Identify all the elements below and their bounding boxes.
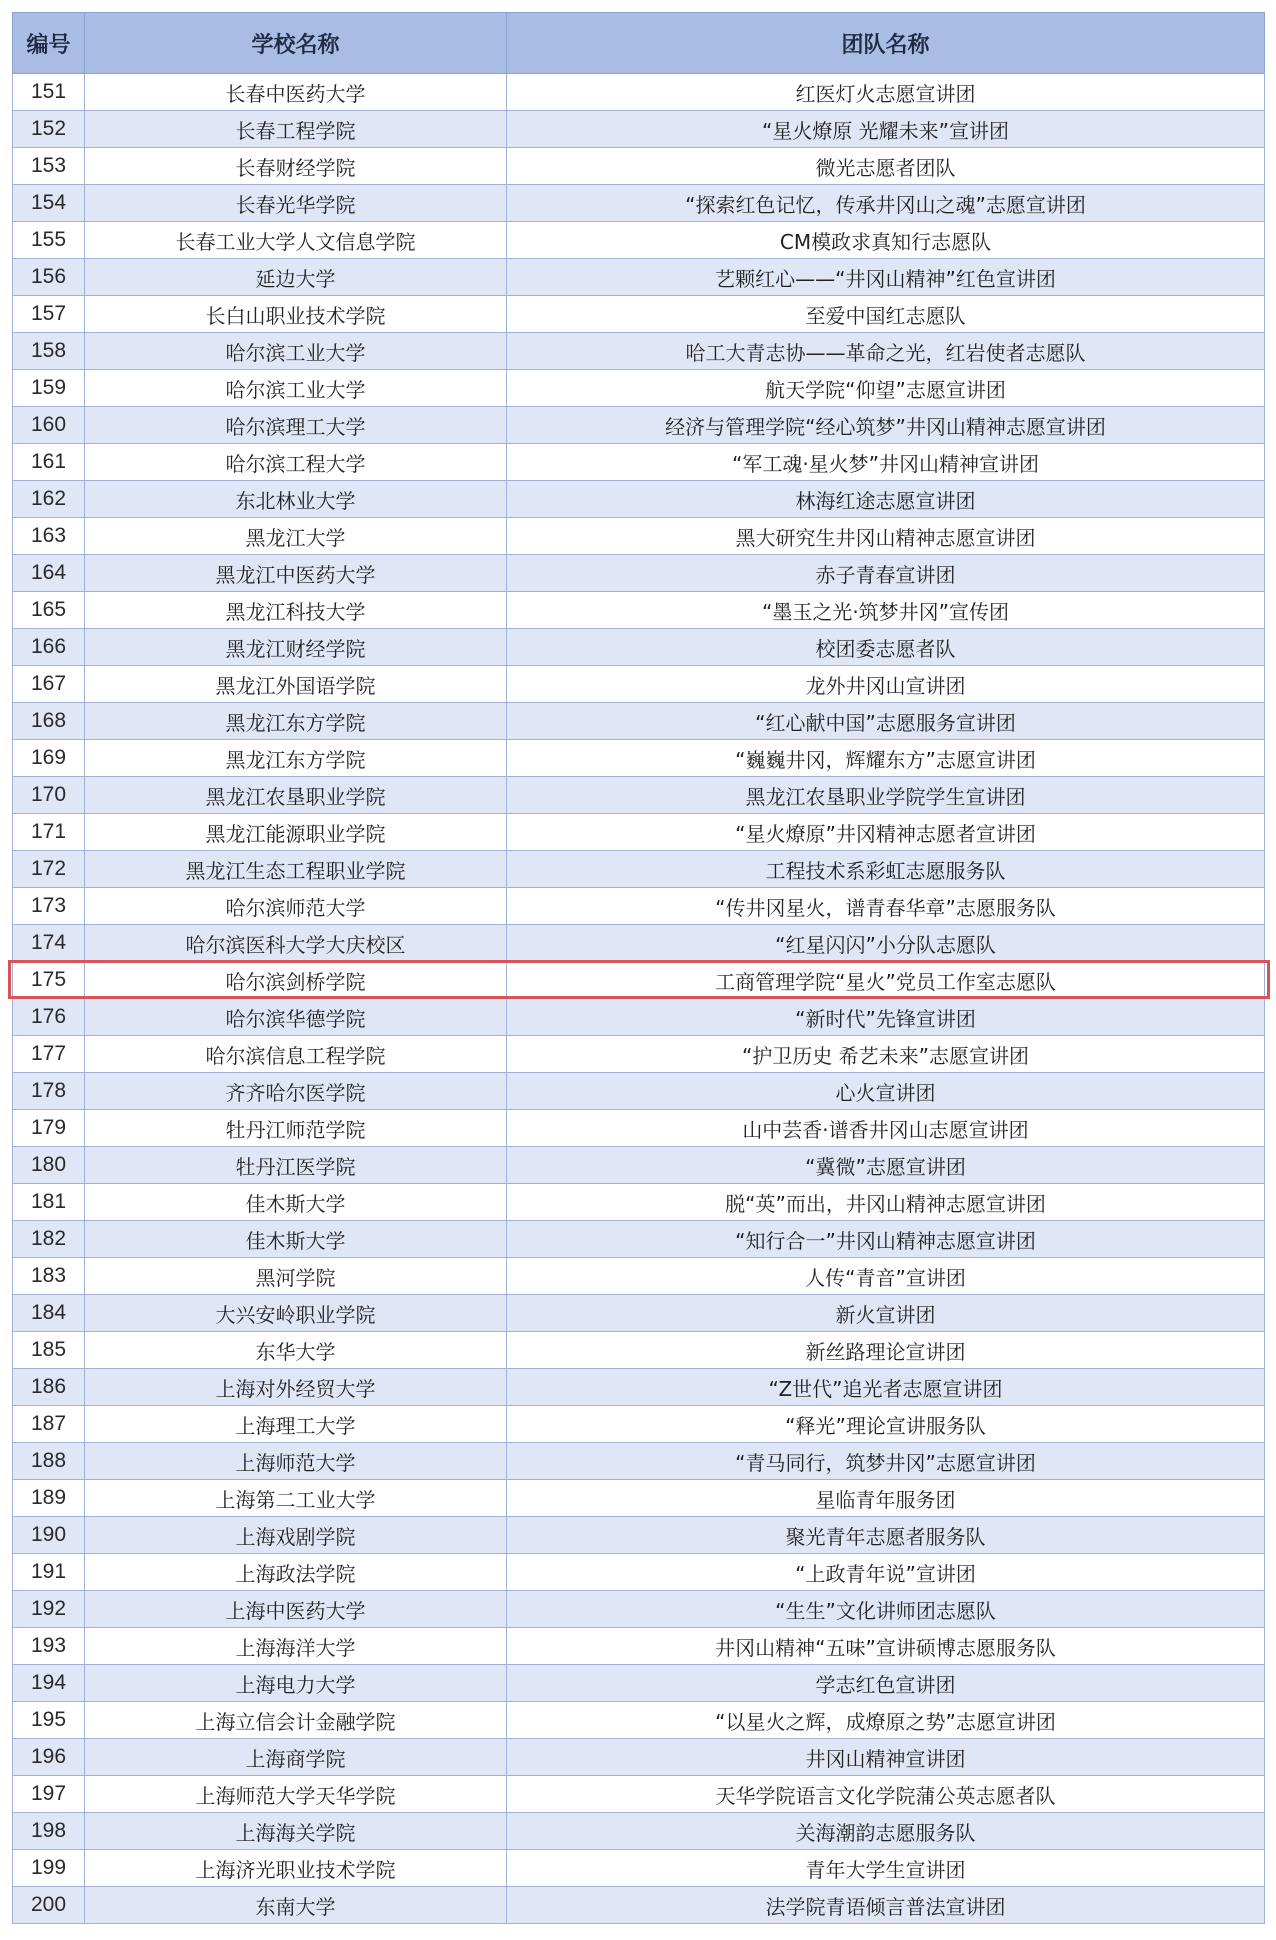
cell-school-name: 哈尔滨工业大学 xyxy=(85,333,507,370)
cell-school-name: 哈尔滨华德学院 xyxy=(85,999,507,1036)
cell-team-name: 经济与管理学院“经心筑梦”井冈山精神志愿宣讲团 xyxy=(507,407,1265,444)
table-row xyxy=(13,444,1265,481)
table-row xyxy=(13,148,1265,185)
cell-team-name: “释光”理论宣讲服务队 xyxy=(507,1406,1265,1443)
table-row xyxy=(13,1739,1265,1776)
cell-number: 186 xyxy=(13,1369,85,1406)
cell-school-name: 哈尔滨剑桥学院 xyxy=(85,962,507,999)
cell-number: 189 xyxy=(13,1480,85,1517)
cell-team-name: 天华学院语言文化学院蒲公英志愿者队 xyxy=(507,1776,1265,1813)
table-row xyxy=(13,1406,1265,1443)
table-row xyxy=(13,1184,1265,1221)
cell-school-name: 黑龙江能源职业学院 xyxy=(85,814,507,851)
cell-number: 170 xyxy=(13,777,85,814)
cell-school-name: 黑龙江东方学院 xyxy=(85,703,507,740)
cell-team-name: “青马同行，筑梦井冈”志愿宣讲团 xyxy=(507,1443,1265,1480)
table-body xyxy=(13,74,1265,1924)
table-row xyxy=(13,1221,1265,1258)
cell-team-name: “冀微”志愿宣讲团 xyxy=(507,1147,1265,1184)
cell-team-name: “星火燎原”井冈精神志愿者宣讲团 xyxy=(507,814,1265,851)
cell-school-name: 黑龙江中医药大学 xyxy=(85,555,507,592)
cell-school-name: 上海理工大学 xyxy=(85,1406,507,1443)
cell-school-name: 长春中医药大学 xyxy=(85,74,507,111)
cell-school-name: 黑龙江外国语学院 xyxy=(85,666,507,703)
cell-team-name: 黑大研究生井冈山精神志愿宣讲团 xyxy=(507,518,1265,555)
cell-team-name: “红心献中国”志愿服务宣讲团 xyxy=(507,703,1265,740)
cell-number: 200 xyxy=(13,1887,85,1924)
cell-team-name: 新火宣讲团 xyxy=(507,1295,1265,1332)
cell-number: 174 xyxy=(13,925,85,962)
table-row xyxy=(13,1036,1265,1073)
cell-number: 192 xyxy=(13,1591,85,1628)
table-row xyxy=(13,1110,1265,1147)
table-row xyxy=(13,814,1265,851)
table-row xyxy=(13,740,1265,777)
table-row xyxy=(13,629,1265,666)
cell-team-name: 工商管理学院“星火”党员工作室志愿队 xyxy=(507,962,1265,999)
cell-team-name: “生生”文化讲师团志愿队 xyxy=(507,1591,1265,1628)
cell-school-name: 牡丹江师范学院 xyxy=(85,1110,507,1147)
cell-school-name: 黑龙江财经学院 xyxy=(85,629,507,666)
cell-number: 153 xyxy=(13,148,85,185)
cell-number: 184 xyxy=(13,1295,85,1332)
cell-school-name: 长白山职业技术学院 xyxy=(85,296,507,333)
cell-team-name: 人传“青音”宣讲团 xyxy=(507,1258,1265,1295)
cell-school-name: 上海电力大学 xyxy=(85,1665,507,1702)
cell-number: 158 xyxy=(13,333,85,370)
table-row xyxy=(13,1776,1265,1813)
table-row xyxy=(13,1443,1265,1480)
cell-team-name: 井冈山精神宣讲团 xyxy=(507,1739,1265,1776)
cell-team-name: “星火燎原 光耀未来”宣讲团 xyxy=(507,111,1265,148)
cell-team-name: “传井冈星火，谱青春华章”志愿服务队 xyxy=(507,888,1265,925)
cell-school-name: 上海政法学院 xyxy=(85,1554,507,1591)
cell-school-name: 东北林业大学 xyxy=(85,481,507,518)
table-row xyxy=(13,888,1265,925)
team-table xyxy=(12,12,1265,1924)
cell-number: 194 xyxy=(13,1665,85,1702)
cell-team-name: “Z世代”追光者志愿宣讲团 xyxy=(507,1369,1265,1406)
cell-number: 196 xyxy=(13,1739,85,1776)
cell-number: 178 xyxy=(13,1073,85,1110)
cell-school-name: 哈尔滨信息工程学院 xyxy=(85,1036,507,1073)
cell-team-name: 学志红色宣讲团 xyxy=(507,1665,1265,1702)
table-row xyxy=(13,518,1265,555)
cell-number: 182 xyxy=(13,1221,85,1258)
cell-team-name: 聚光青年志愿者服务队 xyxy=(507,1517,1265,1554)
cell-school-name: 哈尔滨医科大学大庆校区 xyxy=(85,925,507,962)
cell-school-name: 上海戏剧学院 xyxy=(85,1517,507,1554)
cell-number: 199 xyxy=(13,1850,85,1887)
cell-team-name: 哈工大青志协——革命之光，红岩使者志愿队 xyxy=(507,333,1265,370)
header-school-name: 学校名称 xyxy=(85,13,507,74)
cell-school-name: 上海对外经贸大学 xyxy=(85,1369,507,1406)
cell-team-name: “护卫历史 希艺未来”志愿宣讲团 xyxy=(507,1036,1265,1073)
cell-school-name: 大兴安岭职业学院 xyxy=(85,1295,507,1332)
cell-team-name: 心火宣讲团 xyxy=(507,1073,1265,1110)
cell-team-name: 林海红途志愿宣讲团 xyxy=(507,481,1265,518)
cell-team-name: 龙外井冈山宣讲团 xyxy=(507,666,1265,703)
cell-team-name: “红星闪闪”小分队志愿队 xyxy=(507,925,1265,962)
table-row xyxy=(13,1073,1265,1110)
cell-number: 173 xyxy=(13,888,85,925)
table-row xyxy=(13,296,1265,333)
cell-number: 179 xyxy=(13,1110,85,1147)
table-row xyxy=(13,1554,1265,1591)
cell-team-name: 航天学院“仰望”志愿宣讲团 xyxy=(507,370,1265,407)
cell-school-name: 东华大学 xyxy=(85,1332,507,1369)
cell-number: 193 xyxy=(13,1628,85,1665)
cell-school-name: 长春工程学院 xyxy=(85,111,507,148)
cell-number: 164 xyxy=(13,555,85,592)
cell-school-name: 上海立信会计金融学院 xyxy=(85,1702,507,1739)
cell-school-name: 长春工业大学人文信息学院 xyxy=(85,222,507,259)
cell-number: 183 xyxy=(13,1258,85,1295)
cell-number: 197 xyxy=(13,1776,85,1813)
table-row xyxy=(13,111,1265,148)
cell-team-name: “探索红色记忆，传承井冈山之魂”志愿宣讲团 xyxy=(507,185,1265,222)
table-row xyxy=(13,1258,1265,1295)
table-row xyxy=(13,1147,1265,1184)
header-row xyxy=(13,13,1265,74)
table-row xyxy=(13,555,1265,592)
cell-team-name: “知行合一”井冈山精神志愿宣讲团 xyxy=(507,1221,1265,1258)
cell-school-name: 佳木斯大学 xyxy=(85,1221,507,1258)
cell-number: 191 xyxy=(13,1554,85,1591)
cell-school-name: 黑龙江大学 xyxy=(85,518,507,555)
cell-team-name: 艺颗红心——“井冈山精神”红色宣讲团 xyxy=(507,259,1265,296)
cell-number: 151 xyxy=(13,74,85,111)
table-row xyxy=(13,333,1265,370)
cell-school-name: 哈尔滨工业大学 xyxy=(85,370,507,407)
cell-number: 187 xyxy=(13,1406,85,1443)
cell-school-name: 上海师范大学 xyxy=(85,1443,507,1480)
table-row xyxy=(13,1295,1265,1332)
table-row xyxy=(13,1369,1265,1406)
table-row xyxy=(13,407,1265,444)
cell-number: 195 xyxy=(13,1702,85,1739)
header-team-name: 团队名称 xyxy=(507,13,1265,74)
cell-school-name: 上海海洋大学 xyxy=(85,1628,507,1665)
cell-number: 160 xyxy=(13,407,85,444)
cell-number: 154 xyxy=(13,185,85,222)
cell-team-name: 山中芸香·谱香井冈山志愿宣讲团 xyxy=(507,1110,1265,1147)
table-row xyxy=(13,1850,1265,1887)
cell-team-name: “新时代”先锋宣讲团 xyxy=(507,999,1265,1036)
cell-team-name: 至爱中国红志愿队 xyxy=(507,296,1265,333)
cell-team-name: 新丝路理论宣讲团 xyxy=(507,1332,1265,1369)
cell-number: 177 xyxy=(13,1036,85,1073)
table-row xyxy=(13,1332,1265,1369)
cell-team-name: “军工魂·星火梦”井冈山精神宣讲团 xyxy=(507,444,1265,481)
table-row xyxy=(13,1665,1265,1702)
cell-number: 175 xyxy=(13,962,85,999)
cell-number: 172 xyxy=(13,851,85,888)
table-row xyxy=(13,1628,1265,1665)
table-row xyxy=(13,259,1265,296)
cell-team-name: 井冈山精神“五味”宣讲硕博志愿服务队 xyxy=(507,1628,1265,1665)
cell-school-name: 黑河学院 xyxy=(85,1258,507,1295)
cell-school-name: 齐齐哈尔医学院 xyxy=(85,1073,507,1110)
cell-team-name: 赤子青春宣讲团 xyxy=(507,555,1265,592)
table-row xyxy=(13,666,1265,703)
cell-school-name: 黑龙江生态工程职业学院 xyxy=(85,851,507,888)
cell-team-name: 红医灯火志愿宣讲团 xyxy=(507,74,1265,111)
cell-number: 152 xyxy=(13,111,85,148)
cell-team-name: 关海潮韵志愿服务队 xyxy=(507,1813,1265,1850)
cell-number: 166 xyxy=(13,629,85,666)
table-header xyxy=(13,13,1265,74)
cell-number: 157 xyxy=(13,296,85,333)
cell-number: 168 xyxy=(13,703,85,740)
cell-school-name: 黑龙江农垦职业学院 xyxy=(85,777,507,814)
table-row xyxy=(13,1702,1265,1739)
table-row xyxy=(13,222,1265,259)
cell-school-name: 上海商学院 xyxy=(85,1739,507,1776)
cell-school-name: 哈尔滨师范大学 xyxy=(85,888,507,925)
cell-number: 190 xyxy=(13,1517,85,1554)
cell-school-name: 延边大学 xyxy=(85,259,507,296)
table-row xyxy=(13,185,1265,222)
cell-team-name: “巍巍井冈，辉耀东方”志愿宣讲团 xyxy=(507,740,1265,777)
cell-school-name: 上海中医药大学 xyxy=(85,1591,507,1628)
cell-school-name: 上海师范大学天华学院 xyxy=(85,1776,507,1813)
table-row xyxy=(13,1517,1265,1554)
cell-number: 169 xyxy=(13,740,85,777)
cell-number: 162 xyxy=(13,481,85,518)
cell-number: 161 xyxy=(13,444,85,481)
cell-number: 176 xyxy=(13,999,85,1036)
cell-school-name: 佳木斯大学 xyxy=(85,1184,507,1221)
cell-team-name: 青年大学生宣讲团 xyxy=(507,1850,1265,1887)
table-row xyxy=(13,851,1265,888)
cell-number: 159 xyxy=(13,370,85,407)
table-row xyxy=(13,592,1265,629)
table-row xyxy=(13,1480,1265,1517)
table-row xyxy=(13,999,1265,1036)
cell-number: 163 xyxy=(13,518,85,555)
table-row xyxy=(13,74,1265,111)
cell-number: 198 xyxy=(13,1813,85,1850)
cell-team-name: “墨玉之光·筑梦井冈”宣传团 xyxy=(507,592,1265,629)
cell-number: 155 xyxy=(13,222,85,259)
table-row xyxy=(13,1591,1265,1628)
table-row xyxy=(13,925,1265,962)
cell-team-name: “以星火之辉，成燎原之势”志愿宣讲团 xyxy=(507,1702,1265,1739)
cell-team-name: 星临青年服务团 xyxy=(507,1480,1265,1517)
cell-school-name: 长春光华学院 xyxy=(85,185,507,222)
cell-team-name: 法学院青语倾言普法宣讲团 xyxy=(507,1887,1265,1924)
cell-school-name: 上海海关学院 xyxy=(85,1813,507,1850)
cell-school-name: 牡丹江医学院 xyxy=(85,1147,507,1184)
table-row xyxy=(13,370,1265,407)
cell-number: 171 xyxy=(13,814,85,851)
header-number: 编号 xyxy=(13,13,85,74)
cell-school-name: 哈尔滨理工大学 xyxy=(85,407,507,444)
cell-team-name: 微光志愿者团队 xyxy=(507,148,1265,185)
cell-number: 165 xyxy=(13,592,85,629)
cell-team-name: 工程技术系彩虹志愿服务队 xyxy=(507,851,1265,888)
cell-school-name: 黑龙江科技大学 xyxy=(85,592,507,629)
cell-school-name: 上海第二工业大学 xyxy=(85,1480,507,1517)
table-row xyxy=(13,703,1265,740)
table-row xyxy=(13,777,1265,814)
team-list-sheet xyxy=(12,12,1264,1924)
cell-team-name: 黑龙江农垦职业学院学生宣讲团 xyxy=(507,777,1265,814)
cell-school-name: 黑龙江东方学院 xyxy=(85,740,507,777)
cell-team-name: 校团委志愿者队 xyxy=(507,629,1265,666)
cell-number: 156 xyxy=(13,259,85,296)
cell-number: 181 xyxy=(13,1184,85,1221)
cell-team-name: 脱“英”而出，井冈山精神志愿宣讲团 xyxy=(507,1184,1265,1221)
table-row xyxy=(13,1887,1265,1924)
table-row xyxy=(13,1813,1265,1850)
cell-team-name: “上政青年说”宣讲团 xyxy=(507,1554,1265,1591)
table-row xyxy=(13,481,1265,518)
cell-school-name: 哈尔滨工程大学 xyxy=(85,444,507,481)
cell-number: 188 xyxy=(13,1443,85,1480)
table-row xyxy=(13,962,1265,999)
cell-number: 167 xyxy=(13,666,85,703)
cell-team-name: CM模政求真知行志愿队 xyxy=(507,222,1265,259)
cell-number: 180 xyxy=(13,1147,85,1184)
cell-number: 185 xyxy=(13,1332,85,1369)
cell-school-name: 东南大学 xyxy=(85,1887,507,1924)
cell-school-name: 长春财经学院 xyxy=(85,148,507,185)
cell-school-name: 上海济光职业技术学院 xyxy=(85,1850,507,1887)
